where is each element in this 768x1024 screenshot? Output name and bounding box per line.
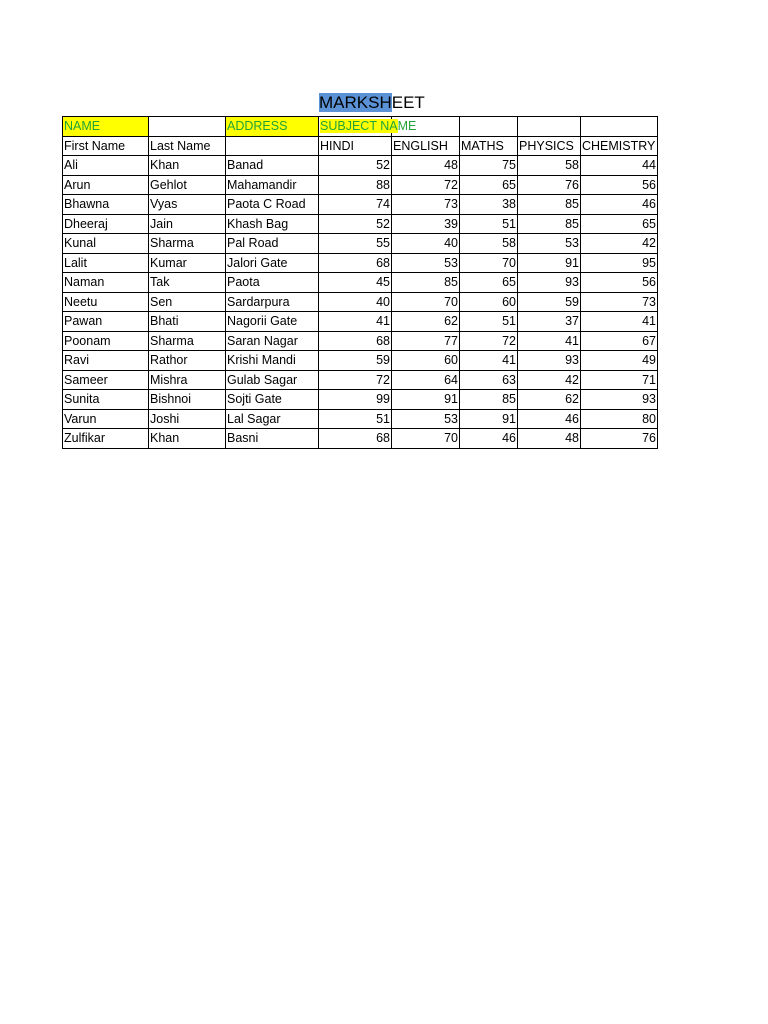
table-row: [63, 195, 658, 215]
chemistry-cell[interactable]: 56: [581, 273, 658, 293]
english-cell[interactable]: 73: [392, 195, 460, 215]
last-name-cell[interactable]: Sharma: [149, 331, 226, 351]
first-name-cell[interactable]: Naman: [63, 273, 149, 293]
maths-cell[interactable]: 38: [460, 195, 518, 215]
empty-header-cell[interactable]: [581, 117, 658, 137]
hindi-cell[interactable]: 68: [319, 253, 392, 273]
address-cell[interactable]: Saran Nagar: [226, 331, 319, 351]
table-row: [63, 331, 658, 351]
table-row: [63, 390, 658, 410]
column-header-last-name[interactable]: Last Name: [149, 136, 226, 156]
address-cell[interactable]: Paota C Road: [226, 195, 319, 215]
first-name-cell[interactable]: Pawan: [63, 312, 149, 332]
maths-cell[interactable]: 85: [460, 390, 518, 410]
english-cell[interactable]: 72: [392, 175, 460, 195]
last-name-cell[interactable]: Bhati: [149, 312, 226, 332]
english-cell[interactable]: 70: [392, 429, 460, 449]
column-header-address[interactable]: [226, 136, 319, 156]
last-name-cell[interactable]: Rathor: [149, 351, 226, 371]
maths-cell[interactable]: 41: [460, 351, 518, 371]
chemistry-cell[interactable]: 44: [581, 156, 658, 176]
section-header-row: [63, 117, 658, 137]
last-name-cell[interactable]: Sen: [149, 292, 226, 312]
maths-cell[interactable]: 46: [460, 429, 518, 449]
table-row: [63, 292, 658, 312]
subject-name-rest: ME: [397, 119, 417, 133]
table-row: [63, 370, 658, 390]
table-row: [63, 429, 658, 449]
maths-cell[interactable]: 58: [460, 234, 518, 254]
page-title: [319, 89, 425, 116]
table-row: [63, 253, 658, 273]
hindi-cell[interactable]: 74: [319, 195, 392, 215]
chemistry-cell[interactable]: 95: [581, 253, 658, 273]
hindi-cell[interactable]: 41: [319, 312, 392, 332]
english-cell[interactable]: 91: [392, 390, 460, 410]
last-name-cell[interactable]: Khan: [149, 156, 226, 176]
address-cell[interactable]: Jalori Gate: [226, 253, 319, 273]
table-row: [63, 156, 658, 176]
chemistry-cell[interactable]: 56: [581, 175, 658, 195]
empty-header-cell[interactable]: [149, 117, 226, 137]
last-name-cell[interactable]: Tak: [149, 273, 226, 293]
english-cell[interactable]: 39: [392, 214, 460, 234]
address-cell[interactable]: Lal Sagar: [226, 409, 319, 429]
hindi-cell[interactable]: 99: [319, 390, 392, 410]
last-name-cell[interactable]: Sharma: [149, 234, 226, 254]
first-name-cell[interactable]: Sameer: [63, 370, 149, 390]
english-cell[interactable]: 40: [392, 234, 460, 254]
address-cell[interactable]: Mahamandir: [226, 175, 319, 195]
english-cell[interactable]: 62: [392, 312, 460, 332]
first-name-cell[interactable]: Varun: [63, 409, 149, 429]
chemistry-cell[interactable]: 41: [581, 312, 658, 332]
first-name-cell[interactable]: Zulfikar: [63, 429, 149, 449]
physics-cell[interactable]: 48: [518, 429, 581, 449]
chemistry-cell[interactable]: 93: [581, 390, 658, 410]
address-cell[interactable]: Paota: [226, 273, 319, 293]
physics-cell[interactable]: 46: [518, 409, 581, 429]
chemistry-cell[interactable]: 42: [581, 234, 658, 254]
maths-cell[interactable]: 70: [460, 253, 518, 273]
maths-cell[interactable]: 60: [460, 292, 518, 312]
physics-cell[interactable]: 93: [518, 273, 581, 293]
chemistry-cell[interactable]: 71: [581, 370, 658, 390]
last-name-cell[interactable]: Joshi: [149, 409, 226, 429]
table-row: [63, 214, 658, 234]
english-cell[interactable]: 48: [392, 156, 460, 176]
hindi-cell[interactable]: 52: [319, 156, 392, 176]
table-row: [63, 351, 658, 371]
maths-cell[interactable]: 51: [460, 214, 518, 234]
subject-name-header-cell[interactable]: [319, 117, 417, 137]
english-cell[interactable]: 77: [392, 331, 460, 351]
column-header-english[interactable]: ENGLISH: [392, 136, 460, 156]
column-header-row: [63, 136, 658, 156]
physics-cell[interactable]: 91: [518, 253, 581, 273]
column-header-hindi[interactable]: HINDI: [319, 136, 392, 156]
subject-name-label: [320, 117, 416, 135]
first-name-cell[interactable]: Kunal: [63, 234, 149, 254]
maths-cell[interactable]: 75: [460, 156, 518, 176]
english-cell[interactable]: 85: [392, 273, 460, 293]
last-name-cell[interactable]: Bishnoi: [149, 390, 226, 410]
english-cell[interactable]: 60: [392, 351, 460, 371]
address-header-cell[interactable]: ADDRESS: [226, 117, 319, 137]
address-cell[interactable]: Khash Bag: [226, 214, 319, 234]
first-name-cell[interactable]: Lalit: [63, 253, 149, 273]
physics-cell[interactable]: 62: [518, 390, 581, 410]
table-row: [63, 234, 658, 254]
hindi-cell[interactable]: 88: [319, 175, 392, 195]
maths-cell[interactable]: 65: [460, 273, 518, 293]
english-cell[interactable]: 53: [392, 253, 460, 273]
name-header-cell[interactable]: NAME: [63, 117, 149, 137]
english-cell[interactable]: 64: [392, 370, 460, 390]
physics-cell[interactable]: 93: [518, 351, 581, 371]
address-cell[interactable]: Krishi Mandi: [226, 351, 319, 371]
column-header-maths[interactable]: MATHS: [460, 136, 518, 156]
maths-cell[interactable]: 65: [460, 175, 518, 195]
last-name-cell[interactable]: Mishra: [149, 370, 226, 390]
column-header-first-name[interactable]: First Name: [63, 136, 149, 156]
maths-cell[interactable]: 51: [460, 312, 518, 332]
chemistry-cell[interactable]: 76: [581, 429, 658, 449]
english-cell[interactable]: 70: [392, 292, 460, 312]
chemistry-cell[interactable]: 65: [581, 214, 658, 234]
column-header-chemistry[interactable]: CHEMISTRY: [581, 136, 658, 156]
maths-cell[interactable]: 63: [460, 370, 518, 390]
first-name-cell[interactable]: Poonam: [63, 331, 149, 351]
physics-cell[interactable]: 53: [518, 234, 581, 254]
table-row: [63, 273, 658, 293]
maths-cell[interactable]: 72: [460, 331, 518, 351]
first-name-cell[interactable]: Dheeraj: [63, 214, 149, 234]
last-name-cell[interactable]: Khan: [149, 429, 226, 449]
hindi-cell[interactable]: 59: [319, 351, 392, 371]
hindi-cell[interactable]: 52: [319, 214, 392, 234]
last-name-cell[interactable]: Vyas: [149, 195, 226, 215]
first-name-cell[interactable]: Ravi: [63, 351, 149, 371]
physics-cell[interactable]: 85: [518, 214, 581, 234]
first-name-cell[interactable]: Bhawna: [63, 195, 149, 215]
physics-cell[interactable]: 58: [518, 156, 581, 176]
table-row: [63, 175, 658, 195]
table-row: [63, 409, 658, 429]
first-name-cell[interactable]: Neetu: [63, 292, 149, 312]
address-cell[interactable]: Sojti Gate: [226, 390, 319, 410]
address-cell[interactable]: Gulab Sagar: [226, 370, 319, 390]
chemistry-cell[interactable]: 49: [581, 351, 658, 371]
chemistry-cell[interactable]: 46: [581, 195, 658, 215]
title-rest: EET: [391, 93, 425, 112]
first-name-cell[interactable]: Sunita: [63, 390, 149, 410]
table-row: [63, 312, 658, 332]
first-name-cell[interactable]: Arun: [63, 175, 149, 195]
first-name-cell[interactable]: Ali: [63, 156, 149, 176]
last-name-cell[interactable]: Jain: [149, 214, 226, 234]
hindi-cell[interactable]: 51: [319, 409, 392, 429]
title-highlight: MARKSH: [319, 93, 392, 112]
address-cell[interactable]: Sardarpura: [226, 292, 319, 312]
physics-cell[interactable]: 76: [518, 175, 581, 195]
hindi-cell[interactable]: 68: [319, 331, 392, 351]
column-header-physics[interactable]: PHYSICS: [518, 136, 581, 156]
physics-cell[interactable]: 41: [518, 331, 581, 351]
maths-cell[interactable]: 91: [460, 409, 518, 429]
last-name-cell[interactable]: Kumar: [149, 253, 226, 273]
chemistry-cell[interactable]: 73: [581, 292, 658, 312]
hindi-cell[interactable]: 72: [319, 370, 392, 390]
physics-cell[interactable]: 37: [518, 312, 581, 332]
hindi-cell[interactable]: 45: [319, 273, 392, 293]
last-name-cell[interactable]: Gehlot: [149, 175, 226, 195]
empty-header-cell[interactable]: [460, 117, 518, 137]
english-cell[interactable]: 53: [392, 409, 460, 429]
subject-name-highlighted: SUBJECT NA: [320, 119, 398, 133]
marksheet-table: [62, 116, 658, 449]
hindi-cell[interactable]: 55: [319, 234, 392, 254]
chemistry-cell[interactable]: 67: [581, 331, 658, 351]
address-cell[interactable]: Pal Road: [226, 234, 319, 254]
physics-cell[interactable]: 59: [518, 292, 581, 312]
empty-header-cell[interactable]: [518, 117, 581, 137]
address-cell[interactable]: Nagorii Gate: [226, 312, 319, 332]
hindi-cell[interactable]: 40: [319, 292, 392, 312]
hindi-cell[interactable]: 68: [319, 429, 392, 449]
address-cell[interactable]: Basni: [226, 429, 319, 449]
physics-cell[interactable]: 42: [518, 370, 581, 390]
physics-cell[interactable]: 85: [518, 195, 581, 215]
address-cell[interactable]: Banad: [226, 156, 319, 176]
chemistry-cell[interactable]: 80: [581, 409, 658, 429]
